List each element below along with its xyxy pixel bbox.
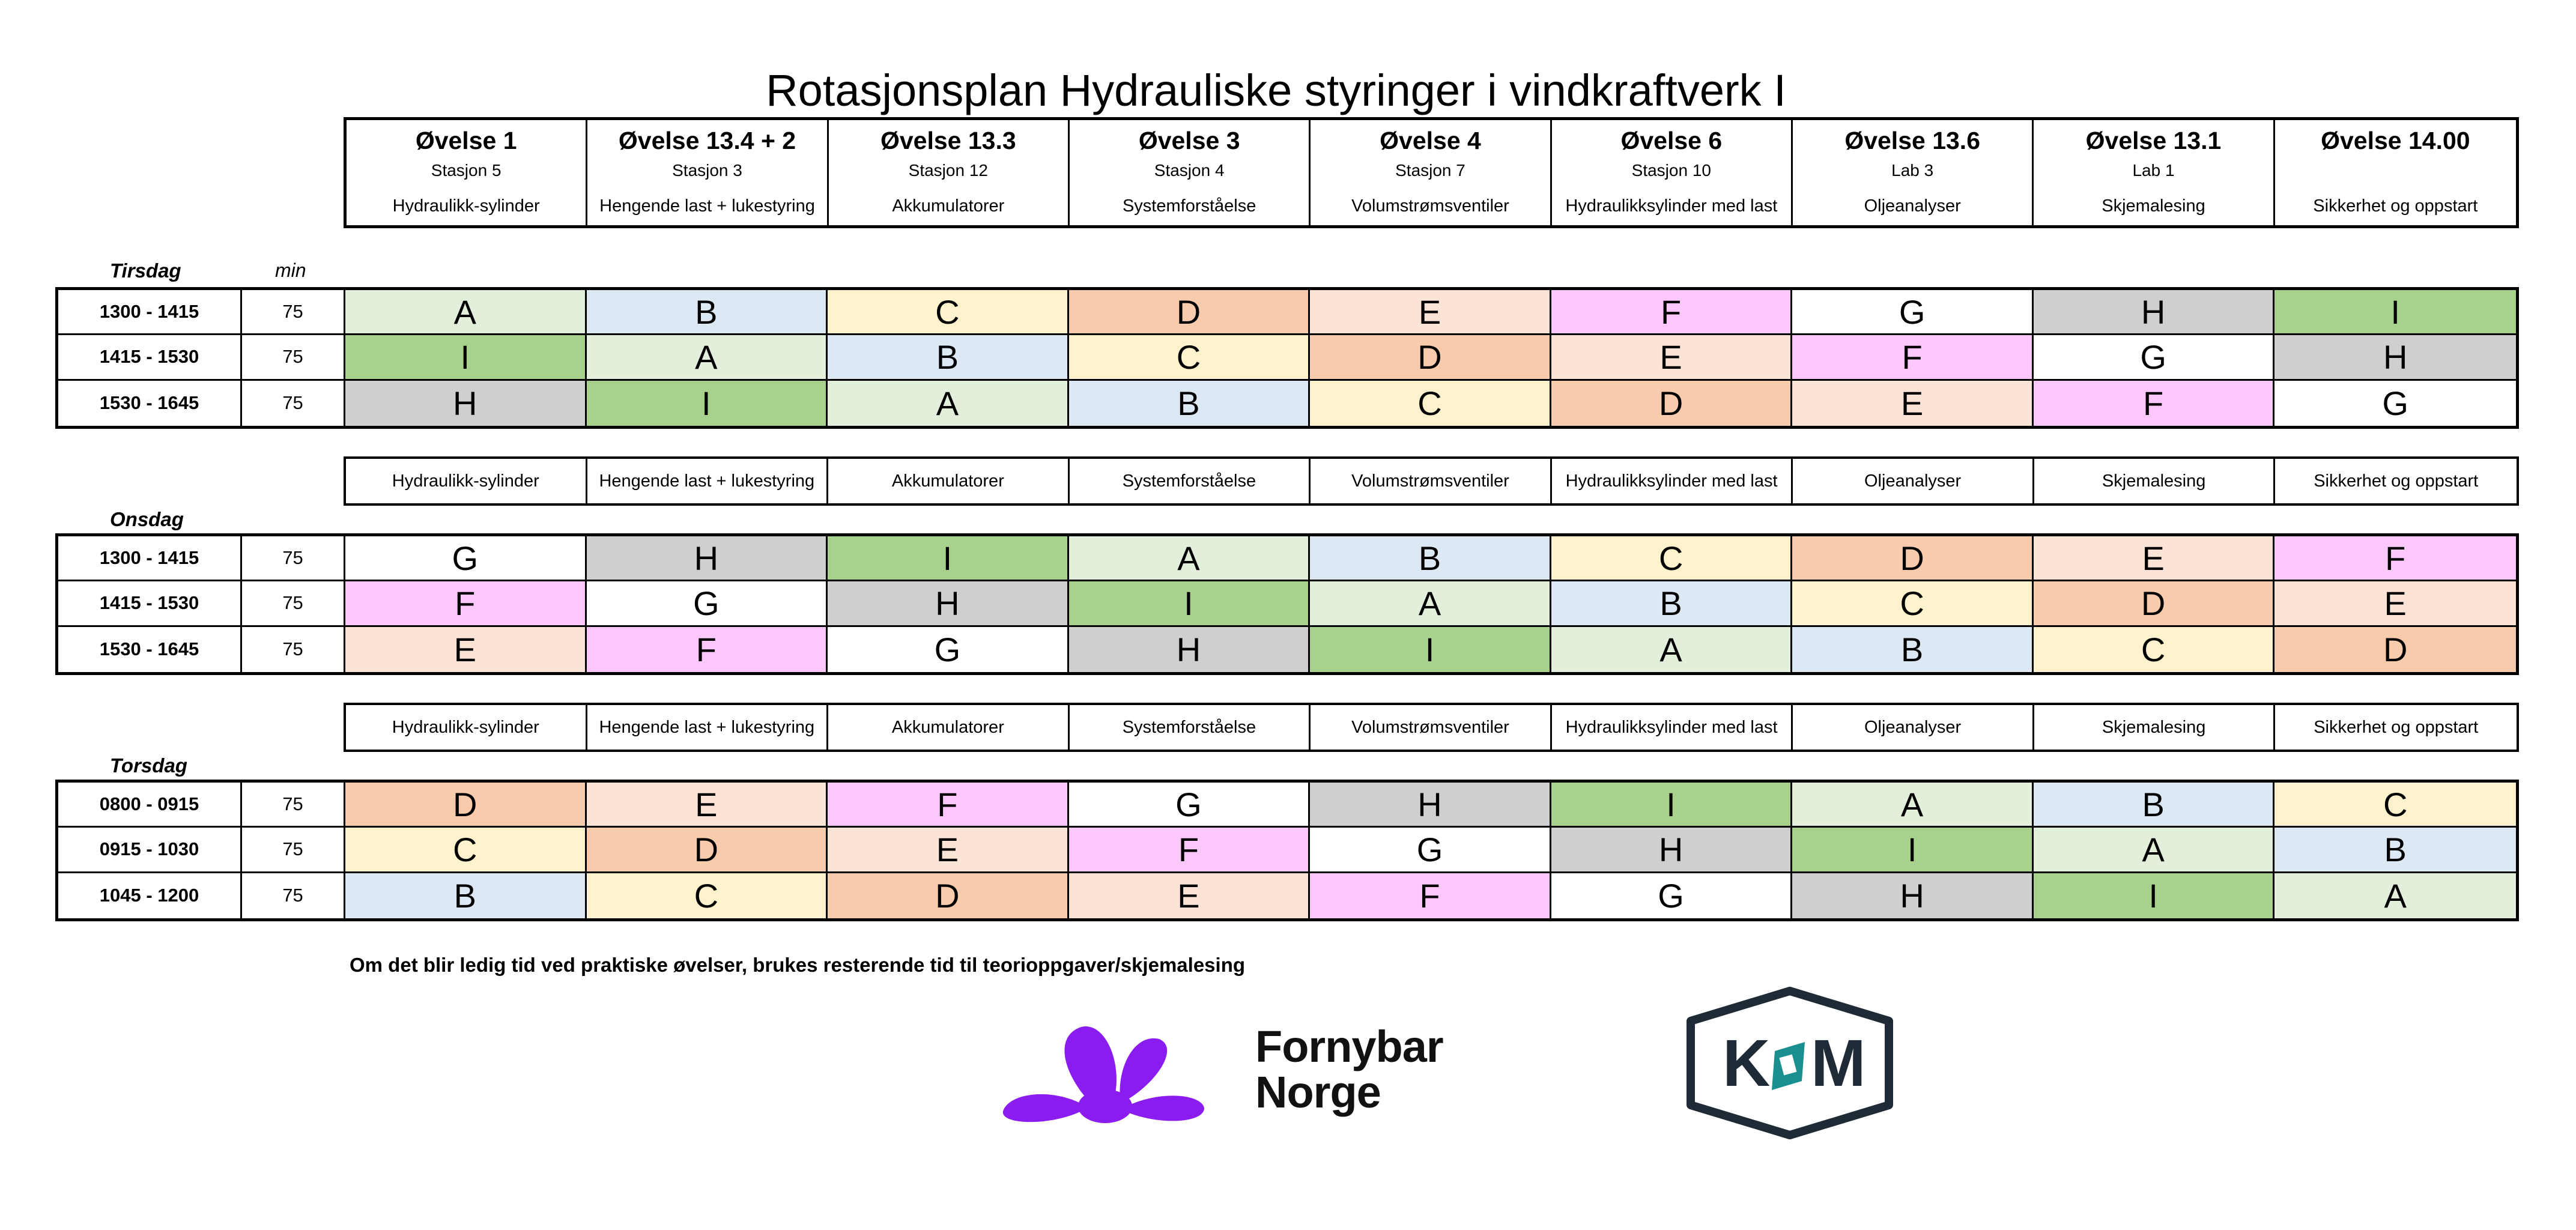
group-cell: E bbox=[587, 783, 828, 828]
topic-subheader bbox=[344, 456, 2519, 506]
group-cell: I bbox=[1551, 783, 1793, 828]
day-label-tirsdag: Tirsdag bbox=[110, 259, 181, 282]
exercise-topic: Hydraulikksylinder med last bbox=[1565, 196, 1778, 216]
group-cell: E bbox=[1069, 873, 1311, 918]
exercise-topic: Hydraulikk-sylinder bbox=[392, 196, 540, 216]
exercise-topic: Skjemalesing bbox=[2102, 196, 2205, 216]
group-cell: I bbox=[1069, 581, 1311, 626]
group-cell: I bbox=[2034, 873, 2275, 918]
group-cell: A bbox=[1310, 581, 1551, 626]
group-cell: G bbox=[1069, 783, 1311, 828]
topic-label: Hydraulikk-sylinder bbox=[346, 459, 587, 503]
topic-label: Systemforståelse bbox=[1070, 705, 1311, 750]
exercise-name: Øvelse 13.4 + 2 bbox=[618, 127, 796, 154]
group-cell: H bbox=[1069, 627, 1311, 672]
group-cell: I bbox=[1792, 828, 2034, 873]
group-cell: G bbox=[828, 627, 1069, 672]
topic-label: Skjemalesing bbox=[2034, 459, 2276, 503]
group-cell: E bbox=[345, 627, 587, 672]
duration-minutes: 75 bbox=[242, 335, 345, 380]
topic-label: Sikkerhet og oppstart bbox=[2314, 718, 2479, 737]
group-cell: G bbox=[587, 581, 828, 626]
group-cell: I bbox=[1310, 627, 1551, 672]
day-label-onsdag: Onsdag bbox=[110, 508, 184, 530]
exercise-header-col bbox=[1793, 120, 2034, 227]
group-cell: C bbox=[2274, 783, 2516, 828]
group-cell: B bbox=[1310, 536, 1551, 581]
topic-label: Hydraulikk-sylinder bbox=[346, 705, 587, 750]
group-cell: E bbox=[1310, 290, 1551, 335]
topic-label: Sikkerhet og oppstart bbox=[2314, 471, 2479, 491]
group-cell: I bbox=[587, 381, 828, 426]
duration-minutes: 75 bbox=[242, 290, 345, 335]
group-cell: I bbox=[828, 536, 1069, 581]
exercise-topic: Volumstrømsventiler bbox=[1351, 196, 1509, 216]
exercise-header-col bbox=[829, 120, 1070, 227]
exercise-station: Stasjon 12 bbox=[908, 161, 988, 180]
duration-minutes: 75 bbox=[242, 581, 345, 626]
group-cell: E bbox=[2034, 536, 2275, 581]
group-cell: H bbox=[2034, 290, 2275, 335]
group-cell: F bbox=[345, 581, 587, 626]
exercise-name: Øvelse 14.00 bbox=[2321, 127, 2470, 154]
exercise-station: Lab 1 bbox=[2132, 161, 2175, 180]
time-slot: 0800 - 0915 bbox=[58, 783, 242, 828]
exercise-header-col bbox=[2034, 120, 2274, 227]
group-cell: F bbox=[828, 783, 1069, 828]
group-cell: C bbox=[2034, 627, 2275, 672]
group-cell: C bbox=[345, 828, 587, 873]
logo-line2: Norge bbox=[1255, 1067, 1381, 1117]
group-cell: B bbox=[2274, 828, 2516, 873]
group-cell: C bbox=[828, 290, 1069, 335]
duration-minutes: 75 bbox=[242, 627, 345, 672]
group-cell: H bbox=[1551, 828, 1793, 873]
page-title: Rotasjonsplan Hydrauliske styringer i vindkraftverk I bbox=[766, 65, 1786, 115]
topic-label: Volumstrømsventiler bbox=[1311, 705, 1552, 750]
group-cell: F bbox=[1069, 828, 1311, 873]
group-cell: I bbox=[345, 335, 587, 380]
group-cell: F bbox=[1792, 335, 2034, 380]
group-cell: G bbox=[2034, 335, 2275, 380]
topic-label: Volumstrømsventiler bbox=[1311, 459, 1552, 503]
group-cell: A bbox=[828, 381, 1069, 426]
group-cell: E bbox=[828, 828, 1069, 873]
group-cell: H bbox=[587, 536, 828, 581]
group-cell: A bbox=[2034, 828, 2275, 873]
group-cell: F bbox=[1310, 873, 1551, 918]
exercise-header-col bbox=[2275, 120, 2516, 227]
group-cell: B bbox=[1069, 381, 1311, 426]
exercise-station: Stasjon 4 bbox=[1154, 161, 1225, 180]
exercise-topic: Hengende last + lukestyring bbox=[599, 196, 815, 216]
exercise-header-col bbox=[587, 120, 828, 227]
topic-label: Skjemalesing bbox=[2034, 705, 2276, 750]
exercise-station: Stasjon 3 bbox=[672, 161, 742, 180]
time-slot: 0915 - 1030 bbox=[58, 828, 242, 873]
topic-label: Systemforståelse bbox=[1070, 459, 1311, 503]
group-cell: D bbox=[2274, 627, 2516, 672]
group-cell: B bbox=[1792, 627, 2034, 672]
fornybar-norge-wordmark bbox=[1255, 1024, 1443, 1115]
duration-minutes: 75 bbox=[242, 381, 345, 426]
day-label-torsdag: Torsdag bbox=[110, 754, 187, 777]
group-cell: E bbox=[1551, 335, 1793, 380]
time-slot: 1415 - 1530 bbox=[58, 335, 242, 380]
group-cell: C bbox=[1551, 536, 1793, 581]
exercise-header-col bbox=[1552, 120, 1793, 227]
svg-text:K: K bbox=[1723, 1026, 1771, 1100]
group-cell: H bbox=[828, 581, 1069, 626]
group-cell: D bbox=[345, 783, 587, 828]
group-cell: D bbox=[2034, 581, 2275, 626]
fornybar-norge-logo-icon bbox=[997, 1015, 1237, 1129]
time-slot: 1045 - 1200 bbox=[58, 873, 242, 918]
exercise-station: Stasjon 5 bbox=[431, 161, 502, 180]
group-cell: D bbox=[1069, 290, 1311, 335]
duration-minutes: 75 bbox=[242, 873, 345, 918]
exercise-topic: Sikkerhet og oppstart bbox=[2313, 196, 2478, 216]
exercise-name: Øvelse 13.1 bbox=[2085, 127, 2222, 154]
exercise-station: Stasjon 10 bbox=[1631, 161, 1711, 180]
exercise-name: Øvelse 4 bbox=[1380, 127, 1481, 154]
group-cell: C bbox=[1069, 335, 1311, 380]
exercise-name: Øvelse 3 bbox=[1138, 127, 1240, 154]
topic-subheader bbox=[344, 703, 2519, 752]
group-cell: F bbox=[587, 627, 828, 672]
group-cell: H bbox=[345, 381, 587, 426]
exercise-header-col bbox=[1070, 120, 1311, 227]
exercise-topic: Oljeanalyser bbox=[1864, 196, 1961, 216]
topic-label: Hydraulikksylinder med last bbox=[1552, 459, 1793, 503]
exercise-topic: Akkumulatorer bbox=[892, 196, 1005, 216]
group-cell: D bbox=[1551, 381, 1793, 426]
footnote: Om det blir ledig tid ved praktiske øvelser, brukes resterende tid til teorioppgaver/skjemalesing bbox=[350, 954, 1246, 976]
group-cell: I bbox=[2274, 290, 2516, 335]
exercise-name: Øvelse 6 bbox=[1620, 127, 1723, 154]
km-logo-icon bbox=[1664, 985, 1916, 1141]
time-slot: 1300 - 1415 bbox=[58, 536, 242, 581]
logo-line1: Fornybar bbox=[1255, 1022, 1443, 1071]
exercise-header-col bbox=[1311, 120, 1551, 227]
svg-text:M: M bbox=[1811, 1026, 1866, 1100]
exercise-topic: Systemforståelse bbox=[1122, 196, 1256, 216]
min-column-label: min bbox=[275, 259, 306, 281]
group-cell: D bbox=[828, 873, 1069, 918]
group-cell: H bbox=[1792, 873, 2034, 918]
group-cell: G bbox=[1792, 290, 2034, 335]
exercise-name: Øvelse 13.6 bbox=[1844, 127, 1980, 154]
topic-label: Hydraulikksylinder med last bbox=[1552, 705, 1793, 750]
exercise-name: Øvelse 1 bbox=[415, 127, 517, 154]
group-cell: A bbox=[345, 290, 587, 335]
topic-label: Akkumulatorer bbox=[828, 459, 1070, 503]
group-cell: A bbox=[1792, 783, 2034, 828]
group-cell: B bbox=[345, 873, 587, 918]
group-cell: E bbox=[2274, 581, 2516, 626]
exercise-station: Lab 3 bbox=[1891, 161, 1934, 180]
group-cell: F bbox=[2274, 536, 2516, 581]
group-cell: B bbox=[1551, 581, 1793, 626]
group-cell: C bbox=[1310, 381, 1551, 426]
group-cell: D bbox=[1792, 536, 2034, 581]
topic-label: Oljeanalyser bbox=[1793, 459, 2034, 503]
group-cell: G bbox=[2274, 381, 2516, 426]
schedule-block bbox=[55, 780, 2519, 921]
group-cell: G bbox=[1551, 873, 1793, 918]
group-cell: F bbox=[1551, 290, 1793, 335]
duration-minutes: 75 bbox=[242, 536, 345, 581]
group-cell: C bbox=[587, 873, 828, 918]
time-slot: 1530 - 1645 bbox=[58, 381, 242, 426]
topic-label: Oljeanalyser bbox=[1793, 705, 2034, 750]
group-cell: G bbox=[1310, 828, 1551, 873]
group-cell: H bbox=[1310, 783, 1551, 828]
group-cell: F bbox=[2034, 381, 2275, 426]
group-cell: A bbox=[1551, 627, 1793, 672]
group-cell: B bbox=[828, 335, 1069, 380]
group-cell: A bbox=[587, 335, 828, 380]
group-cell: D bbox=[587, 828, 828, 873]
group-cell: D bbox=[1310, 335, 1551, 380]
duration-minutes: 75 bbox=[242, 828, 345, 873]
exercise-station: Stasjon 7 bbox=[1395, 161, 1465, 180]
group-cell: C bbox=[1792, 581, 2034, 626]
exercise-header-table bbox=[344, 117, 2519, 228]
topic-label: Akkumulatorer bbox=[828, 705, 1070, 750]
group-cell: A bbox=[1069, 536, 1311, 581]
time-slot: 1530 - 1645 bbox=[58, 627, 242, 672]
topic-label: Hengende last + lukestyring bbox=[587, 705, 829, 750]
group-cell: B bbox=[2034, 783, 2275, 828]
schedule-block bbox=[55, 533, 2519, 675]
group-cell: G bbox=[345, 536, 587, 581]
duration-minutes: 75 bbox=[242, 783, 345, 828]
schedule-block bbox=[55, 287, 2519, 429]
group-cell: H bbox=[2274, 335, 2516, 380]
time-slot: 1300 - 1415 bbox=[58, 290, 242, 335]
group-cell: A bbox=[2274, 873, 2516, 918]
exercise-header-col bbox=[347, 120, 587, 227]
exercise-name: Øvelse 13.3 bbox=[880, 127, 1016, 154]
time-slot: 1415 - 1530 bbox=[58, 581, 242, 626]
group-cell: B bbox=[587, 290, 828, 335]
topic-label: Hengende last + lukestyring bbox=[587, 459, 829, 503]
group-cell: E bbox=[1792, 381, 2034, 426]
